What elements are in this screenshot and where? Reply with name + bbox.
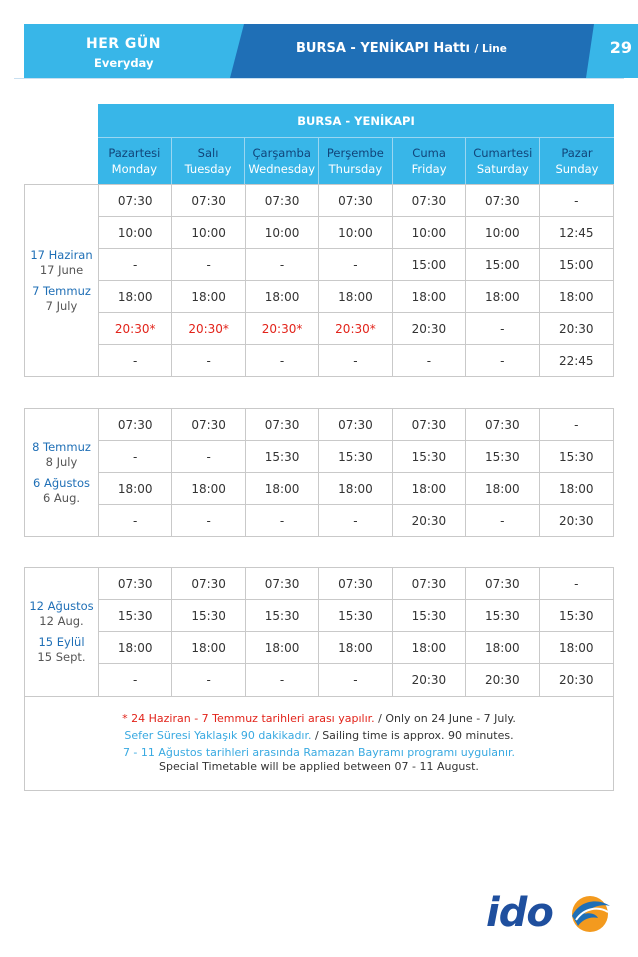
route-sub: / Line xyxy=(474,43,507,55)
departure-time-cell: 15:30 xyxy=(558,608,594,623)
weekday-tr: Perşembe xyxy=(326,146,384,160)
departure-time-cell: 07:30 xyxy=(172,568,245,599)
departure-time-cell: 18:00 xyxy=(319,473,392,504)
departure-time-cell: 07:30 xyxy=(466,185,539,216)
period-block-3 xyxy=(24,567,614,697)
header-route xyxy=(296,41,507,56)
departure-time-cell: - xyxy=(99,664,172,696)
departure-time-cell: 15:30 xyxy=(319,600,392,631)
period-block-1 xyxy=(24,184,614,377)
period-block-2 xyxy=(24,408,614,537)
departure-time-cell: - xyxy=(466,505,539,537)
departure-time-cell: 18:00 xyxy=(246,632,319,663)
departure-time-cell: 18:00 xyxy=(319,281,392,312)
table-row xyxy=(99,249,613,281)
departure-time-cell: - xyxy=(319,249,392,280)
weekday-en: Tuesday xyxy=(184,162,232,176)
departure-time-cell: 15:30 xyxy=(246,600,319,631)
weekday-header xyxy=(98,138,172,184)
weekday-tr: Cumartesi xyxy=(473,146,533,160)
period-start-tr: 12 Ağustos xyxy=(29,599,94,613)
table-row xyxy=(99,217,613,249)
period-rows-3 xyxy=(99,568,613,696)
departure-time-cell: 15:30 xyxy=(393,441,466,472)
period-end-tr: 15 Eylül xyxy=(38,635,85,649)
departure-time-cell: 07:30 xyxy=(319,409,392,440)
weekday-en: Saturday xyxy=(476,162,529,176)
weekday-tr: Salı xyxy=(197,146,219,160)
departure-time-cell: 18:00 xyxy=(558,481,594,496)
departure-time-cell: - xyxy=(99,249,172,280)
timetable-title: BURSA - YENİKAPI xyxy=(98,104,614,138)
period-start-en: 8 July xyxy=(45,454,78,469)
departure-time-cell: 10:00 xyxy=(393,217,466,248)
departure-time-cell: 07:30 xyxy=(466,409,539,440)
departure-time-cell: - xyxy=(246,664,319,696)
weekday-header-row xyxy=(98,138,614,184)
departure-time-cell: 20:30* xyxy=(246,313,319,344)
weekday-tr: Çarşamba xyxy=(252,146,311,160)
departure-time-cell: 18:00 xyxy=(466,473,539,504)
departure-time-cell: 18:00 xyxy=(99,281,172,312)
weekday-en: Monday xyxy=(111,162,158,176)
departure-time-cell: - xyxy=(172,345,245,377)
table-row xyxy=(99,568,613,600)
departure-time-cell: 15:00 xyxy=(466,249,539,280)
departure-time-cell: 07:30 xyxy=(172,185,245,216)
departure-time-cell: 20:30 xyxy=(558,673,594,687)
departure-time-cell: 15:30 xyxy=(172,600,245,631)
departure-time-cell: 15:30 xyxy=(319,441,392,472)
note-1-en: / Only on 24 June - 7 July. xyxy=(374,712,516,725)
departure-time-cell: 18:00 xyxy=(172,632,245,663)
table-row xyxy=(99,345,613,377)
period-dates-1 xyxy=(25,185,99,376)
departure-time-cell: 18:00 xyxy=(393,632,466,663)
departure-time-cell: 12:45 xyxy=(558,225,594,240)
weekday-en: Thursday xyxy=(328,162,383,176)
note-2 xyxy=(25,727,613,744)
weekday-header xyxy=(540,138,614,184)
table-row xyxy=(99,664,613,696)
departure-time-cell: - xyxy=(246,505,319,537)
weekday-header xyxy=(319,138,393,184)
period-rows-2 xyxy=(99,409,613,537)
ido-logo xyxy=(486,890,616,938)
period-start xyxy=(32,440,91,470)
period-dates-2 xyxy=(25,409,99,536)
header-title-tr: HER GÜN xyxy=(86,36,162,52)
departure-time-cell: - xyxy=(319,345,392,377)
period-start-en: 17 June xyxy=(39,262,84,277)
table-row xyxy=(99,281,613,313)
departure-time-cell: 18:00 xyxy=(246,281,319,312)
note-2-tr: Sefer Süresi Yaklaşık 90 dakikadır. xyxy=(124,729,312,742)
footnotes xyxy=(24,696,614,791)
table-row xyxy=(99,409,613,441)
departure-time-cell: - xyxy=(574,417,579,432)
period-start xyxy=(30,248,92,278)
departure-time-cell: 18:00 xyxy=(99,632,172,663)
weekday-en: Friday xyxy=(411,162,447,176)
departure-time-cell: - xyxy=(172,505,245,537)
header-title-en: Everyday xyxy=(94,56,154,70)
departure-time-cell: - xyxy=(319,505,392,537)
departure-time-cell: 07:30 xyxy=(319,185,392,216)
departure-time-cell: - xyxy=(172,249,245,280)
departure-time-cell: 18:00 xyxy=(246,473,319,504)
route-name: BURSA - YENİKAPI Hattı xyxy=(296,41,470,56)
departure-time-cell: 15:00 xyxy=(558,257,594,272)
period-end xyxy=(33,476,90,506)
note-3: 7 - 11 Ağustos tarihleri arasında Ramazan Bayramı programı uygulanır. xyxy=(122,746,516,759)
departure-time-cell: 15:30 xyxy=(558,449,594,464)
departure-time-cell: 18:00 xyxy=(99,473,172,504)
departure-time-cell: 10:00 xyxy=(319,217,392,248)
note-1 xyxy=(25,710,613,727)
departure-time-cell: 18:00 xyxy=(393,281,466,312)
page-header xyxy=(24,24,638,78)
period-end-tr: 6 Ağustos xyxy=(33,475,90,490)
departure-time-cell: 20:30 xyxy=(393,313,466,344)
departure-time-cell: 15:30 xyxy=(466,600,539,631)
departure-time-cell: 18:00 xyxy=(172,281,245,312)
weekday-en: Wednesday xyxy=(248,162,316,176)
period-start xyxy=(29,599,93,629)
departure-time-cell: 18:00 xyxy=(172,473,245,504)
period-end-tr: 7 Temmuz xyxy=(32,283,91,298)
departure-time-cell: 18:00 xyxy=(466,632,539,663)
departure-time-cell: 10:00 xyxy=(99,217,172,248)
departure-time-cell: 07:30 xyxy=(393,185,466,216)
period-end-en: 7 July xyxy=(45,298,78,313)
departure-time-cell: 10:00 xyxy=(246,217,319,248)
departure-time-cell: - xyxy=(393,345,466,377)
note-4: Special Timetable will be applied between 07 - 11 August. xyxy=(159,760,479,773)
departure-time-cell: 18:00 xyxy=(319,632,392,663)
weekday-header xyxy=(466,138,540,184)
departure-time-cell: 07:30 xyxy=(246,568,319,599)
departure-time-cell: 18:00 xyxy=(466,281,539,312)
departure-time-cell: 20:30 xyxy=(393,505,466,537)
departure-time-cell: 07:30 xyxy=(466,568,539,599)
departure-time-cell: - xyxy=(99,345,172,377)
table-row xyxy=(99,313,613,345)
page-number: 29 xyxy=(609,38,632,57)
table-row xyxy=(99,632,613,664)
departure-time-cell: 07:30 xyxy=(319,568,392,599)
departure-time-cell: 18:00 xyxy=(558,289,594,304)
departure-time-cell: 10:00 xyxy=(466,217,539,248)
period-start-en: 12 Aug. xyxy=(39,614,84,628)
departure-time-cell: 18:00 xyxy=(393,473,466,504)
weekday-header xyxy=(245,138,319,184)
departure-time-cell: - xyxy=(246,249,319,280)
departure-time-cell: 15:00 xyxy=(393,249,466,280)
period-end xyxy=(32,284,91,314)
departure-time-cell: 07:30 xyxy=(172,409,245,440)
departure-time-cell: 15:30 xyxy=(393,600,466,631)
table-row xyxy=(99,473,613,505)
table-row xyxy=(99,505,613,537)
departure-time-cell: 20:30 xyxy=(558,514,594,528)
table-row xyxy=(99,185,613,217)
period-end-en: 15 Sept. xyxy=(37,650,86,664)
departure-time-cell: 20:30 xyxy=(558,321,594,336)
period-dates-3 xyxy=(25,568,99,696)
period-start-tr: 17 Haziran xyxy=(30,247,93,262)
weekday-en: Sunday xyxy=(555,162,599,176)
dolphin-icon xyxy=(568,894,612,934)
weekday-tr: Cuma xyxy=(412,146,446,160)
departure-time-cell: 15:30 xyxy=(99,600,172,631)
departure-time-cell: - xyxy=(466,345,539,377)
departure-time-cell: 20:30* xyxy=(99,313,172,344)
departure-time-cell: - xyxy=(99,441,172,472)
note-2-en: / Sailing time is approx. 90 minutes. xyxy=(311,729,514,742)
departure-time-cell: - xyxy=(99,505,172,537)
departure-time-cell: 07:30 xyxy=(393,409,466,440)
weekday-header xyxy=(393,138,467,184)
departure-time-cell: 07:30 xyxy=(99,568,172,599)
departure-time-cell: - xyxy=(319,664,392,696)
departure-time-cell: - xyxy=(574,576,579,591)
period-start-tr: 8 Temmuz xyxy=(32,439,91,454)
weekday-tr: Pazar xyxy=(561,146,593,160)
logo-wordmark: ido xyxy=(486,890,553,936)
departure-time-cell: 07:30 xyxy=(246,409,319,440)
departure-time-cell: - xyxy=(246,345,319,377)
departure-time-cell: 20:30 xyxy=(393,664,466,696)
departure-time-cell: 20:30* xyxy=(172,313,245,344)
departure-time-cell: 15:30 xyxy=(246,441,319,472)
departure-time-cell: 18:00 xyxy=(558,640,594,655)
table-row xyxy=(99,600,613,632)
departure-time-cell: - xyxy=(574,193,579,208)
departure-time-cell: 15:30 xyxy=(466,441,539,472)
departure-time-cell: 07:30 xyxy=(246,185,319,216)
departure-time-cell: - xyxy=(466,313,539,344)
departure-time-cell: 20:30* xyxy=(319,313,392,344)
table-row xyxy=(99,441,613,473)
departure-time-cell: 07:30 xyxy=(99,185,172,216)
note-1-tr: * 24 Haziran - 7 Temmuz tarihleri arası yapılır. xyxy=(122,712,375,725)
header-divider xyxy=(14,78,624,79)
timetable-header xyxy=(98,104,614,184)
departure-time-cell: 20:30 xyxy=(466,664,539,696)
weekday-header xyxy=(172,138,246,184)
weekday-tr: Pazartesi xyxy=(108,146,161,160)
departure-time-cell: 07:30 xyxy=(99,409,172,440)
period-rows-1 xyxy=(99,185,613,377)
departure-time-cell: - xyxy=(172,664,245,696)
period-end xyxy=(37,635,85,665)
departure-time-cell: 07:30 xyxy=(393,568,466,599)
period-end-en: 6 Aug. xyxy=(42,490,81,505)
departure-time-cell: 22:45 xyxy=(558,354,594,368)
departure-time-cell: - xyxy=(172,441,245,472)
departure-time-cell: 10:00 xyxy=(172,217,245,248)
